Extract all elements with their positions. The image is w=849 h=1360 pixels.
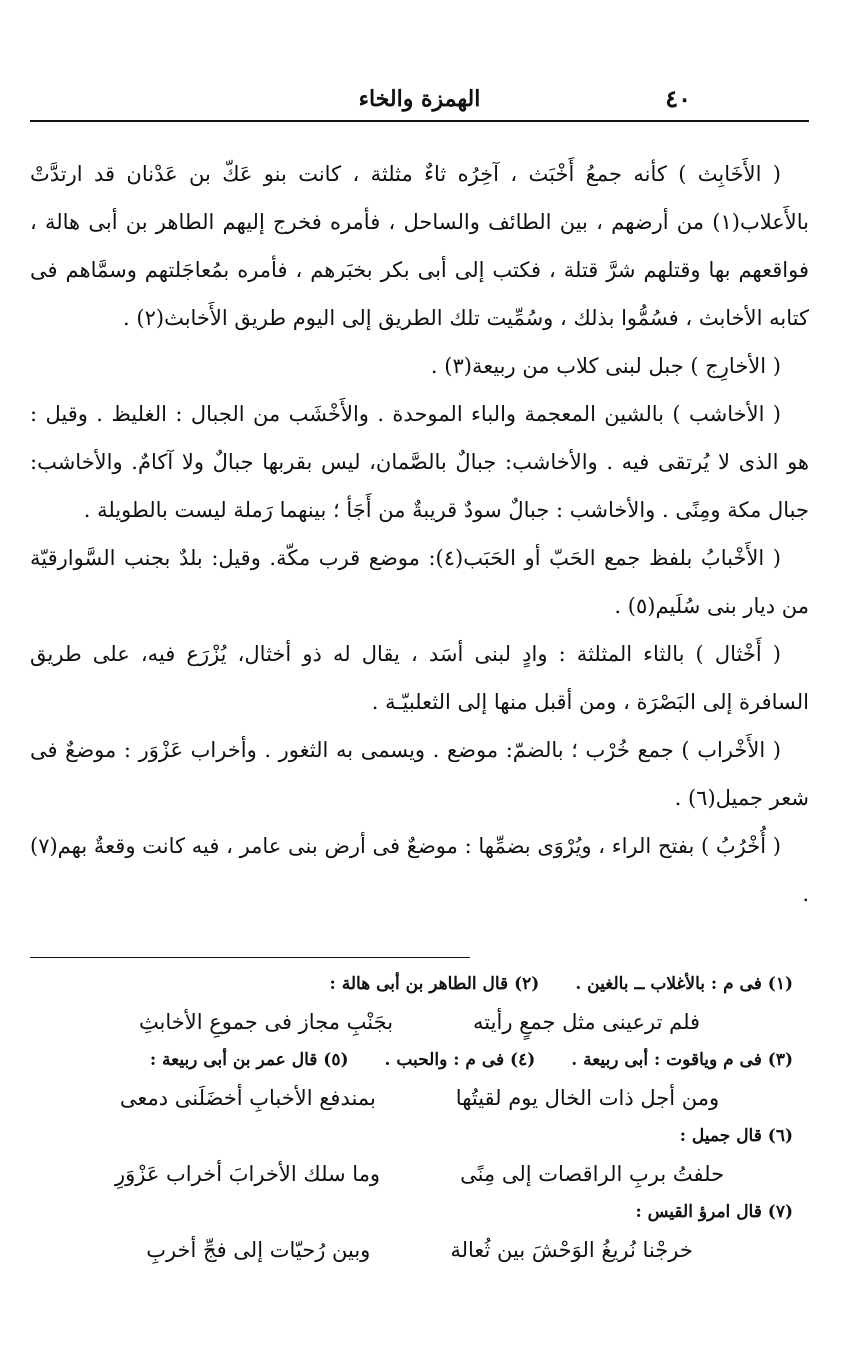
verse-hemistich: بمندفع الأخبابِ أخضَلَنى دمعى — [119, 1086, 376, 1110]
entry-akhbab: ( الأَخْبابُ بلفظ جمع الحَبّ أو الحَبَب(٤): موضع قرب مكّة. وقيل: بلدٌ بجنب السَّوارقيّة من ديار بنى سُلَيم(٥) . — [30, 546, 809, 618]
footnote-6: (٦) قال جميل : — [679, 1126, 793, 1146]
verse-hemistich: ومن أجل ذات الخال يوم لقيتُها — [455, 1086, 720, 1110]
footnote-5: (٥) قال عمر بن أبى ربيعة : — [149, 1050, 349, 1070]
page-header — [30, 84, 809, 122]
verse — [30, 1152, 809, 1196]
verse-hemistich: فلم ترعينى مثل جمعٍ رأيته — [473, 1010, 701, 1034]
footnote-3: (٣) فى م وياقوت : أبى ربيعة . — [571, 1050, 793, 1070]
verse — [30, 1228, 809, 1272]
verse — [30, 1000, 809, 1044]
footnote-4: (٤) فى م : والحبب . — [384, 1050, 536, 1070]
running-title: الهمزة والخاء — [358, 86, 481, 112]
footnote-2: (٢) قال الطاهر بن أبى هالة : — [329, 974, 540, 994]
entry-akharij: ( الأخارِج ) جبل لبنى كلاب من ربيعة(٣) . — [430, 354, 781, 378]
verse-hemistich: وما سلك الأخرابَ أخراب عَزْوَرِ — [114, 1162, 381, 1186]
verse — [30, 1076, 809, 1120]
entry-akhashib: ( الأخاشب ) بالشين المعجمة والباء الموحدة . والأَخْشَب من الجبال : الغليظ . وقيل : هو الذى لا يُرتقى فيه . والأخاشب: جبالٌ بالصَّمان، ليس بقربها جبالٌ ولا آكامٌ. والأخاشب: جبال مكة ومِنًى . والأخاشب : جبالٌ سودٌ قريبةٌ من أَجَأ ؛ بينهما رَملة ليست بالطويلة . — [30, 402, 809, 522]
entry-akhrab: ( الأَخْراب ) جمع خُرْب ؛ بالضمّ: موضع . ويسمى به الثغور . وأخراب عَزْوَر : موضعٌ فى شعر جميل(٦) . — [30, 738, 809, 810]
verse-hemistich: خرجْنا نُريغُ الوَحْشَ بين ثُعالة — [450, 1238, 693, 1262]
footnote-row — [30, 1044, 809, 1076]
footnote-1: (١) فى م : بالأغلاب ــ بالغين . — [575, 974, 793, 994]
footnote-row — [30, 968, 809, 1000]
verse-hemistich: وبين رُحيّات إلى فجِّ أخربِ — [146, 1238, 371, 1262]
entry-akhabith: ( الأَخَابِث ) كأنه جمعُ أَخْبَث ، آخِرُه ثاءٌ مثلثة ، كانت بنو عَكّ بن عَدْنان قد ارتدَّتْ بالأَعلاب(١) من أرضهم ، بين الطائف والساحل ، فأمره فخرج إليهم الطاهر بن أبى هالة ، فواقعهم بها وقتلهم شرَّ قتلة ، فكتب إلى أبى بكر بخبَرهم ، فأمره بمُعاجَلتهم وسمَّاهم فى كتابه الأخابث ، فسُمُّوا بذلك ، وسُمِّيت تلك الطريق إلى اليوم طريق الأَخابث(٢) . — [30, 162, 809, 330]
entry-akhrub: ( أُخْرُبُ ) بفتح الراء ، ويُرْوَى بضمِّها : موضعٌ فى أرض بنى عامر ، فيه كانت وقعةٌ بهم(٧) . — [30, 834, 809, 906]
footnotes — [30, 968, 809, 1272]
footnote-7: (٧) قال امرؤ القيس : — [635, 1202, 793, 1222]
main-text — [30, 150, 809, 918]
page-number: ٤٠ — [665, 84, 691, 113]
verse-hemistich: حلفتُ بربِ الراقصات إلى مِنًى — [460, 1162, 725, 1186]
entry-akhthal: ( أَخْثال ) بالثاء المثلثة : وادٍ لبنى أسَد ، يقال له ذو أخثال، يُزْرَع فيه، على طريق السافرة إلى البَصْرَة ، ومن أقبل منها إلى الثعلبيّـة . — [30, 642, 809, 714]
footnote-separator — [30, 957, 470, 958]
verse-hemistich: بجَنْبِ مجاز فى جموعِ الأخابثِ — [138, 1010, 394, 1034]
